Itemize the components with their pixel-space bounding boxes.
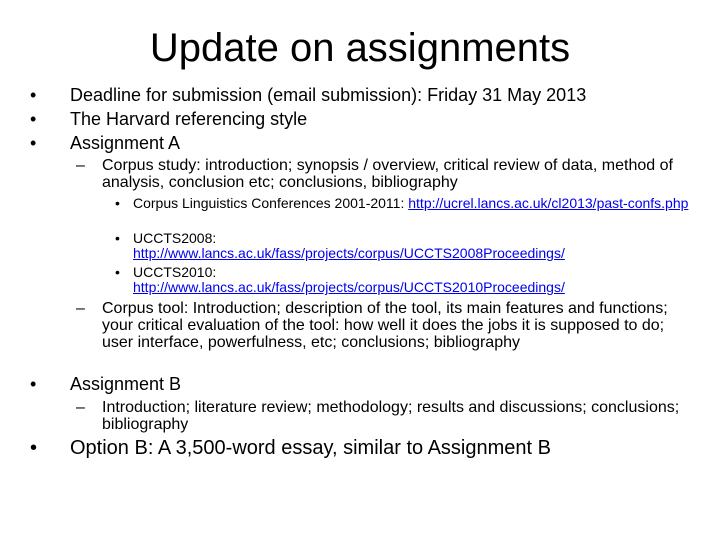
bullet-icon: • — [30, 85, 37, 105]
bullet-icon: • — [115, 230, 120, 246]
harvard-text: The Harvard referencing style — [70, 109, 308, 129]
conferences-link[interactable]: http://ucrel.lancs.ac.uk/cl2013/past-confs.php — [408, 195, 689, 211]
dash-icon: – — [76, 300, 85, 317]
option-b-text: Option B: A 3,500-word essay, similar to Assignment B — [70, 437, 551, 459]
corpus-tool-text: Corpus tool: Introduction; description of the tool, its main features and functions; your critical evaluation of the tool: how well it does the jobs it is supposed to do; user interface, powerfulness, etc; conclusions; bibliography — [102, 300, 668, 351]
corpus-study-text: Corpus study: introduction; synopsis / overview, critical review of data, method of analysis, conclusion etc; conclusions, bibliography — [102, 157, 673, 191]
bullet-item-assignment-b — [30, 373, 710, 395]
sub-item-uccts2010 — [115, 264, 705, 295]
slide-title: Update on assignments — [149, 26, 571, 70]
sub-item-conferences — [115, 195, 705, 211]
dash-icon: – — [76, 157, 85, 174]
deadline-text: Deadline for submission (email submission): Friday 31 May 2013 — [70, 85, 587, 105]
bullet-icon: • — [30, 133, 37, 153]
dash-item-corpus-study — [76, 157, 692, 191]
assignment-a-text: Assignment A — [70, 133, 181, 153]
dash-item-assignment-b-structure — [76, 399, 692, 433]
assignment-b-text: Assignment B — [70, 374, 182, 394]
bullet-icon: • — [115, 195, 120, 211]
uccts2008-link[interactable]: http://www.lancs.ac.uk/fass/projects/corpus/UCCTS2008Proceedings/ — [133, 245, 565, 261]
bullet-icon: • — [30, 109, 37, 129]
bullet-item-harvard — [30, 108, 710, 130]
bullet-item-option-b — [30, 436, 710, 460]
uccts2010-link[interactable]: http://www.lancs.ac.uk/fass/projects/corpus/UCCTS2010Proceedings/ — [133, 279, 565, 295]
bullet-icon: • — [30, 374, 37, 394]
conferences-text: Corpus Linguistics Conferences 2001-2011: — [133, 195, 409, 211]
dash-icon: – — [76, 399, 85, 416]
dash-item-corpus-tool — [76, 300, 692, 351]
uccts2008-text: UCCTS2008: — [133, 230, 217, 246]
uccts2010-text: UCCTS2010: — [133, 264, 217, 280]
sub-item-uccts2008 — [115, 230, 705, 261]
bullet-item-deadline — [30, 84, 710, 106]
bullet-item-assignment-a — [30, 132, 710, 154]
bullet-icon: • — [30, 437, 38, 459]
assignment-b-structure-text: Introduction; literature review; methodology; results and discussions; conclusions; bibliography — [102, 399, 680, 433]
bullet-icon: • — [115, 264, 120, 280]
